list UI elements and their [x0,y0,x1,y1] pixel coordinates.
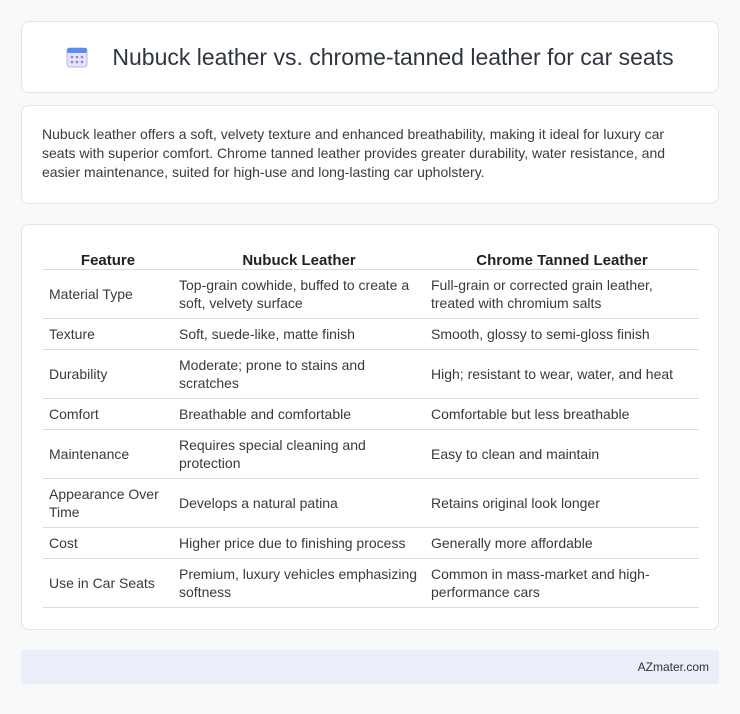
nubuck-cell: Develops a natural patina [173,478,425,527]
nubuck-cell: Requires special cleaning and protection [173,429,425,478]
page-title: Nubuck leather vs. chrome-tanned leather for car seats [112,43,674,70]
column-header-nubuck: Nubuck Leather [173,247,425,269]
column-header-feature: Feature [43,247,173,269]
chrome-cell: Full-grain or corrected grain leather, treated with chromium salts [425,269,699,318]
chrome-cell: Smooth, glossy to semi-gloss finish [425,318,699,349]
nubuck-cell: Breathable and comfortable [173,398,425,429]
table-row [43,429,699,478]
table-row [43,318,699,349]
title-card [21,21,719,93]
calendar-icon [66,46,88,68]
chrome-cell: Generally more affordable [425,527,699,558]
table-row [43,269,699,318]
nubuck-cell: Top-grain cowhide, buffed to create a soft, velvety surface [173,269,425,318]
feature-cell: Maintenance [43,429,173,478]
feature-cell: Durability [43,349,173,398]
table-row [43,527,699,558]
chrome-cell: High; resistant to wear, water, and heat [425,349,699,398]
comparison-table [43,247,699,608]
column-header-chrome: Chrome Tanned Leather [425,247,699,269]
summary-text: Nubuck leather offers a soft, velvety texture and enhanced breathability, making it ideal for luxury car seats with superior comfort. Chrome tanned leather provides greater durability, water resistance, and easier maintenance, suited for high-use and long-lasting car upholstery. [42,126,666,180]
feature-cell: Material Type [43,269,173,318]
table-row [43,349,699,398]
table-row [43,478,699,527]
footer-bar [21,650,719,684]
nubuck-cell: Soft, suede-like, matte finish [173,318,425,349]
chrome-cell: Comfortable but less breathable [425,398,699,429]
table-header-row [43,247,699,269]
chrome-cell: Common in mass-market and high-performance cars [425,558,699,607]
table-row [43,558,699,607]
chrome-cell: Easy to clean and maintain [425,429,699,478]
footer-brand[interactable]: AZmater.com [637,660,709,674]
feature-cell: Comfort [43,398,173,429]
summary-card [21,105,719,204]
comparison-table-card [21,224,719,630]
table-row [43,398,699,429]
nubuck-cell: Higher price due to finishing process [173,527,425,558]
feature-cell: Cost [43,527,173,558]
feature-cell: Texture [43,318,173,349]
nubuck-cell: Premium, luxury vehicles emphasizing softness [173,558,425,607]
nubuck-cell: Moderate; prone to stains and scratches [173,349,425,398]
feature-cell: Use in Car Seats [43,558,173,607]
feature-cell: Appearance Over Time [43,478,173,527]
chrome-cell: Retains original look longer [425,478,699,527]
